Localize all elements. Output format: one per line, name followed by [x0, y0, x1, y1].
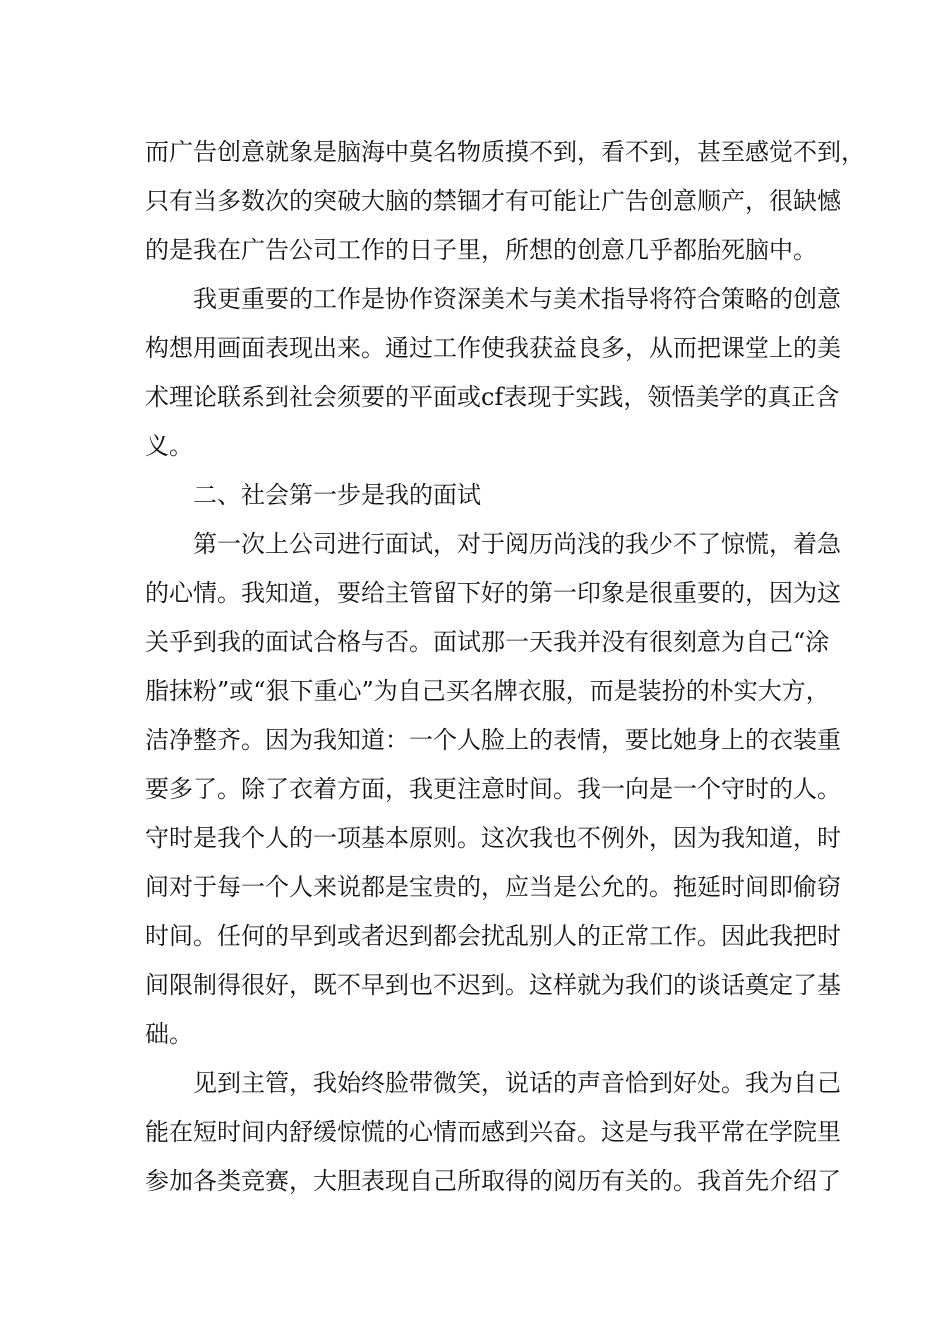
- text-line: 义。: [145, 432, 193, 460]
- text-line: 只有当多数次的突破大脑的禁锢才有可能让广告创意顺产，很缺憾: [145, 187, 841, 215]
- text-line: 间对于每一个人来说都是宝贵的，应当是公允的。拖延时间即偷窃: [145, 873, 841, 901]
- paragraph-first-line: 见到主管，我始终脸带微笑，说话的声音恰到好处。我为自己: [193, 1069, 841, 1097]
- text-line: 要多了。除了衣着方面，我更注意时间。我一向是一个守时的人。: [145, 775, 841, 803]
- text-line: 脂抹粉”或“狠下重心”为自己买名牌衣服，而是装扮的朴实大方，: [145, 677, 830, 705]
- text-line: 构想用画面表现出来。通过工作使我获益良多，从而把课堂上的美: [145, 334, 841, 362]
- text-line: 而广告创意就象是脑海中莫名物质摸不到，看不到，甚至感觉不到，: [145, 138, 865, 166]
- text-line: 间限制得很好，既不早到也不迟到。这样就为我们的谈话奠定了基: [145, 971, 841, 999]
- paragraph-first-line: 第一次上公司进行面试，对于阅历尚浅的我少不了惊慌，着急: [193, 530, 841, 558]
- text-line: 守时是我个人的一项基本原则。这次我也不例外，因为我知道，时: [145, 824, 841, 852]
- text-line: 洁净整齐。因为我知道：一个人脸上的表情，要比她身上的衣装重: [145, 726, 841, 754]
- text-line: 关乎到我的面试合格与否。面试那一天我并没有很刻意为自己“涂: [145, 628, 830, 656]
- text-line: 时间。任何的早到或者迟到都会扰乱别人的正常工作。因此我把时: [145, 922, 841, 950]
- text-line: 术理论联系到社会须要的平面或cf表现于实践，领悟美学的真正含: [145, 383, 840, 411]
- section-heading: 二、社会第一步是我的面试: [193, 481, 481, 509]
- text-line: 础。: [145, 1020, 193, 1048]
- text-line: 的是我在广告公司工作的日子里，所想的创意几乎都胎死脑中。: [145, 236, 817, 264]
- paragraph-first-line: 我更重要的工作是协作资深美术与美术指导将符合策略的创意: [193, 285, 841, 313]
- text-line: 的心情。我知道，要给主管留下好的第一印象是很重要的，因为这: [145, 579, 841, 607]
- text-line: 参加各类竞赛，大胆表现自己所取得的阅历有关的。我首先介绍了: [145, 1167, 841, 1195]
- text-line: 能在短时间内舒缓惊慌的心情而感到兴奋。这是与我平常在学院里: [145, 1118, 841, 1146]
